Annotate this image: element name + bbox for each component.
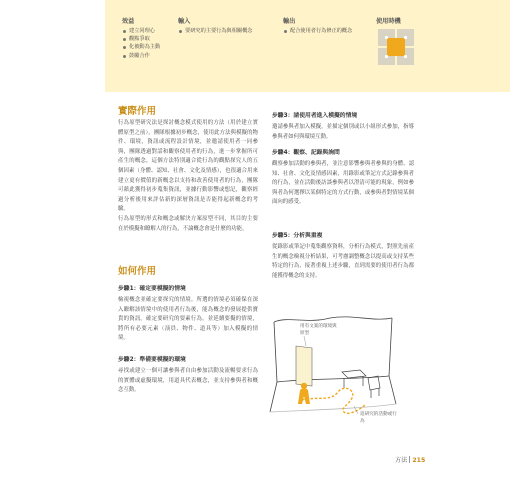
- step-text: 邀請參與者加入模擬，並描定個別或以小組形式參加，指導參與者如何與環境互動。: [272, 124, 414, 140]
- step-text: 從錄影或筆記中蒐集觀察資料，分析行為模式，對照先前產生的概念檢視分析結果，可考慮調整概念以提高或支持某些特定的行為，接著重複上述步驟，直到需要的使用者行為都能獲得概念的支持。: [272, 244, 414, 279]
- activity-path: [302, 388, 366, 413]
- list-item: 化被動為主動: [122, 43, 184, 51]
- step-heading: 步驟5：分析與重複: [272, 233, 323, 239]
- step-heading: 步驟2：準備要模擬的環境: [118, 357, 186, 363]
- chair-prop: [368, 376, 380, 398]
- list-item: 要研究的主要行為與相關概念: [178, 27, 266, 35]
- paragraph: 行為原型研究法是探討概念模式使用的方法（用於建立實體原型之前），團隊根據初步概念，使用此方法與模擬的物件、環境，資訊或流程設計情境，並邀請使用者一同參與，團隊透過對話和觀察使用者的行為，進一步掌握所可產生的概念，這個方法特別適合從行為的觀點探究人的五個因素（身體、認知、社會、文化及情感），也很適合用來建立更有價值的新概念以支持和改善使用者的行為，團隊可藉此獲得初步蒐集資訊，並據行動影響或想記，觀察經過分析後用來評估新的深層資訊是否能得起新概念的考驗。: [118, 120, 258, 213]
- page-footer: [395, 455, 425, 464]
- step-heading: 步驟1：確定要模擬的情境: [118, 286, 186, 292]
- list-item: 觀點爭取: [122, 35, 184, 43]
- list-item: 建立同理心: [122, 27, 184, 35]
- screen-prop: [296, 346, 312, 386]
- paragraph: 行為原型的形式和概念或解決方案原型不同，其目的主要在於模擬和瞭解人的行為，不論概念會是什麼的功能。: [118, 216, 258, 232]
- step-heading: 步驟3：請使用者進入模擬的情境: [272, 113, 358, 119]
- output-list: [283, 27, 369, 35]
- input-list: [178, 27, 266, 35]
- step-heading: 步驟4：觀察、記錄與詢問: [272, 150, 340, 156]
- list-item: 配合使用者行為修正的概念: [283, 27, 369, 35]
- benefits-title: 效益: [122, 18, 135, 25]
- table-prop: [342, 370, 366, 388]
- step-text: 檢視概念並確定要探究的情境。所選的情境必須確保在深入瞭解該情境中的使用者行為後，能為概念的發展提供寶貴的資訊。確定要研究的要素行為，並延續要擬的情境，將所有必要元素（演員、物件、道具等）加入模擬的情境。: [118, 297, 258, 342]
- illustration-caption-bottom: 追研究的活動或行為: [360, 412, 397, 424]
- person-figure: [298, 383, 310, 404]
- section-heading-practical: 實際作用: [118, 106, 157, 117]
- step-text: 尋找或建立一個可讓參與者自由參加活動及流暢要求行為的實體或虛擬環境，用道具代表概念，並支持參與者和概念互動。: [118, 368, 258, 394]
- usage-phase-grid-icon: [378, 29, 414, 65]
- footer-label: 方法: [395, 457, 408, 464]
- section-heading-howto: 如何作用: [118, 266, 157, 277]
- page-number: 215: [412, 457, 426, 464]
- footer-divider: [409, 456, 410, 463]
- step-text: 觀察參加活動的參與者，並注意影響參與者參與的身體、認知、社會、文化及情感因素，用錄影或筆記方式記錄參與者的行為，並在活動後訪談參與者以澄清可能的現象，例如參與者為何選擇以某個特定的方式行動，或參與者對情境某個面向的感受。: [272, 161, 414, 206]
- input-title: 輸入: [178, 18, 191, 25]
- output-title: 輸出: [283, 18, 296, 25]
- usage-title: 使用時機: [376, 18, 401, 25]
- illustration-caption-top: 用有文案的環境與原型: [300, 324, 337, 336]
- list-item: 鼓勵合作: [122, 52, 184, 60]
- benefits-list: [122, 27, 184, 60]
